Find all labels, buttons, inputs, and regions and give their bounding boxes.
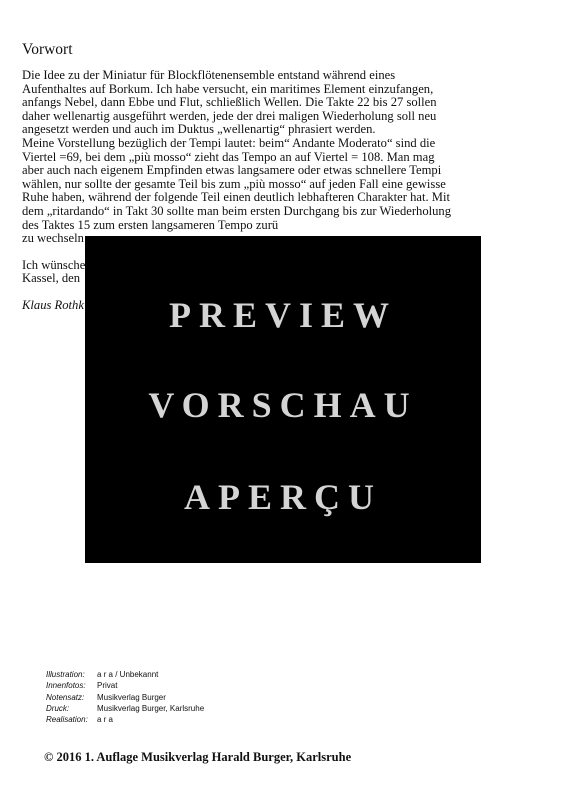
credit-value: Privat	[97, 681, 118, 691]
watermark-apercu: APERÇU	[184, 477, 382, 517]
credit-value: Musikverlag Burger	[97, 692, 166, 702]
credit-value: Musikverlag Burger, Karlsruhe	[97, 703, 205, 713]
credit-row	[46, 669, 204, 680]
paragraph-place-date: Kassel, den	[22, 271, 81, 286]
watermark-preview: PREVIEW	[168, 295, 398, 335]
preview-watermark	[85, 236, 481, 563]
paragraph-wish: Ich wünsche	[22, 257, 86, 272]
credit-label: Innenfotos:	[46, 681, 86, 691]
credit-row	[46, 714, 204, 725]
watermark-vorschau: VORSCHAU	[148, 385, 418, 425]
signature: Klaus Rothk	[22, 297, 84, 312]
credit-label: Realisation:	[46, 715, 88, 725]
copyright-line: © 2016 1. Auflage Musikverlag Harald Burger, Karlsruhe	[44, 750, 352, 764]
credit-value: a r a / Unbekannt	[97, 670, 159, 679]
credit-label: Notensatz:	[46, 692, 85, 702]
paragraph-tempi-end: zu wechseln	[22, 231, 84, 246]
page-title: Vorwort	[22, 41, 73, 58]
credit-row	[46, 692, 204, 703]
paragraph-tempi: Meine Vorstellung bezüglich der Tempi lautet: beim“ Andante Moderato“ sind die Viertel =69, bei dem „più mosso“ zieht das Tempo an auf Viertel = 108. Man mag aber auch nach eigenem Empfinden etwas langsamere oder etwas schnellere Tempi wählen, nur sollte der gesamte Teil bis zum „più mosso“ auf jeden Fall eine gewisse Ruhe haben, während der folgende Teil einen deutlich lebhafteren Charakter hat. Mit dem „ritardando“ in Takt 30 sollte man beim ersten Durchgang bis zur Wiederholung des Taktes 15 zum ersten langsameren Tempo zurü	[22, 135, 452, 232]
credits-list	[46, 669, 204, 725]
credit-row	[46, 680, 204, 691]
credit-label: Druck:	[46, 703, 70, 713]
credit-label: Illustration:	[46, 670, 85, 679]
credit-row	[46, 703, 204, 714]
paragraph-intro: Die Idee zu der Miniatur für Blockflötenensemble entstand während eines Aufenthaltes auf Borkum. Ich habe versucht, ein maritimes Element einzufangen, anfangs Nebel, dann Ebbe und Flut, schließlich Wellen. Die Takte 22 bis 27 sollen daher wellenartig ausgeführt werden, jede der drei maligen Wiederholung soll neu angesetzt werden und auch im Duktus „wellenartig“ phrasiert werden.	[22, 68, 437, 137]
credit-value: a r a	[97, 715, 114, 725]
